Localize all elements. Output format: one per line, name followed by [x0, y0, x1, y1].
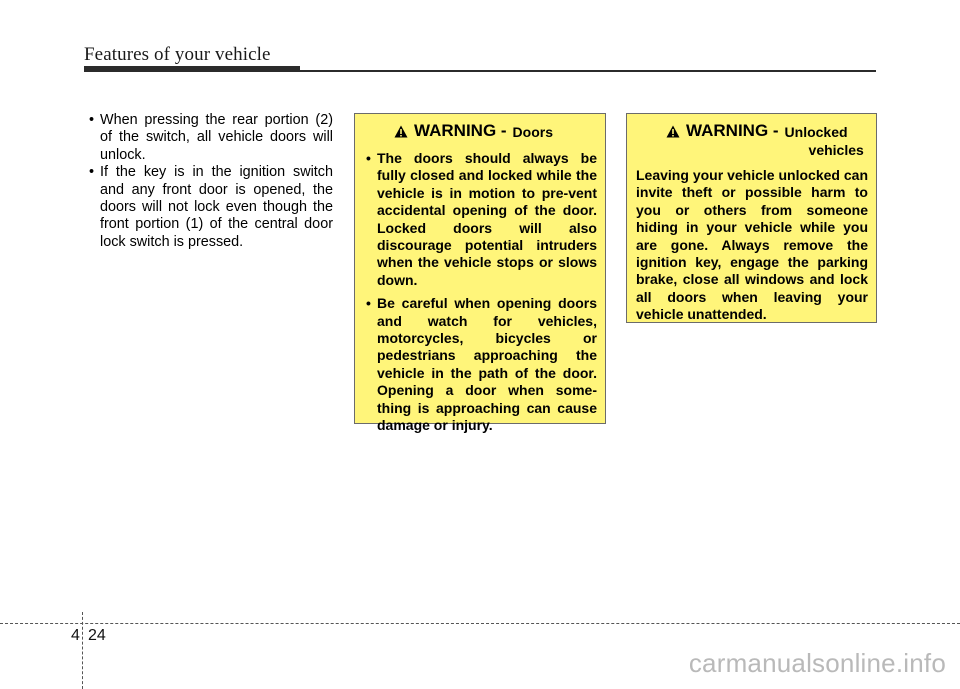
body-bullet-list: [84, 112, 333, 251]
body-bullet-item: • When pressing the rear portion (2) of the switch, all vehicle doors will unlock.: [84, 112, 333, 164]
warning-subject: [785, 122, 868, 159]
warning-triangle-icon: [394, 125, 408, 138]
warning-subject: Doors: [512, 124, 553, 140]
warning-box-unlocked: [626, 113, 877, 323]
warning-heading: [394, 122, 597, 141]
warning-body: [364, 150, 597, 435]
warning-label: WARNING -: [414, 121, 507, 140]
warning-box-doors: [354, 113, 606, 434]
footer-rule: [0, 623, 960, 624]
watermark: carmanualsonline.info: [688, 648, 946, 678]
warning-body: Leaving your vehicle unlocked can invite theft or possible harm to you or others from someone hiding in your vehicle while you are gone. Always remove the ignition key, engage the parking brake, close all windows and lock all doors when leaving your vehicle unattended.: [636, 167, 868, 323]
warning-triangle-icon: [666, 125, 680, 138]
warning-heading: [666, 122, 868, 159]
body-bullet-item: • If the key is in the ignition switch and any front door is opened, the doors will not lock even though the front portion (1) of the central door lock switch is pressed.: [84, 164, 333, 251]
warning-label: WARNING -: [686, 121, 779, 140]
header-accent-bar: [84, 66, 300, 72]
section-title: Features of your vehicle: [84, 44, 271, 65]
warning-bullet-list: [364, 150, 597, 435]
page-number: 24: [88, 627, 106, 644]
warning-bullet-item: • Be careful when opening doors and watch for vehicles, motorcycles, bicycles or pedestrians approaching the vehicle in the path of the door. Opening a door when some-thing is approaching can cause damage or injury.: [364, 295, 597, 434]
footer-divider: [82, 612, 83, 689]
warning-bullet-item: • The doors should always be fully closed and locked while the vehicle is in motion to pre-vent accidental opening of the door. Locked doors will also discourage potential intruders when the vehicle stops or slows down.: [364, 150, 597, 289]
warning-subject-line: Unlocked: [784, 124, 848, 140]
chapter-number: 4: [71, 627, 80, 644]
body-text-column: [84, 112, 333, 251]
warning-subject-line: vehicles: [808, 142, 864, 158]
header-rule: [300, 70, 876, 72]
